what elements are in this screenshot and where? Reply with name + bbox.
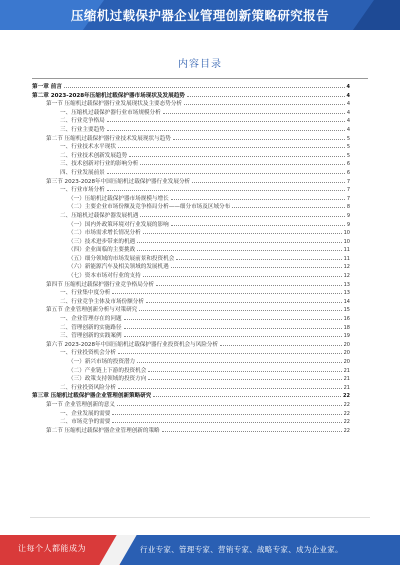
toc-entry-page: 7 [346,178,350,185]
toc-entry-label: 第二章 2023-2028年压缩机过载保护器市场现状及发展趋势 [32,92,185,99]
dot-leader [146,297,342,303]
toc-entry-label: 三、管理创新的实践案例 [60,333,122,340]
toc-entry-label: （三）技术进步带来的机遇 [68,238,136,245]
toc-entry[interactable] [32,348,350,357]
dot-leader [107,185,345,191]
toc-entry-label: （二）主要企业市场份额及竞争格局分析——细分市场及区域分布 [68,204,231,211]
toc-entry-page: 5 [346,152,350,159]
dot-leader [140,159,344,165]
dot-leader [173,134,345,140]
toc-entry-page: 18 [343,324,350,331]
toc-entry-label: 四、行业发展前景 [60,169,105,176]
toc-entry[interactable] [32,391,350,400]
toc-entry-page: 21 [343,367,350,374]
toc-entry-label: （五）细分领域的市场发展前景和投资机会 [68,255,175,262]
dot-leader [192,177,345,183]
dot-leader [220,340,342,346]
toc-entry[interactable] [32,374,350,383]
toc-entry-page: 4 [346,109,350,116]
toc-entry[interactable] [32,426,350,435]
toc-entry-page: 20 [343,350,350,357]
toc-entry-page: 4 [346,101,350,108]
toc-entry[interactable] [32,202,350,211]
toc-entry-page: 4 [346,126,350,133]
dot-leader [137,237,341,243]
toc-entry-page: 4 [346,118,350,125]
toc-entry-label: （一）国内外政策环境对行业发展的影响 [68,221,169,228]
toc-entry-label: 第五节 企业管理创新分析与对策研究 [46,307,138,314]
toc-entry-label: 一、行业市场分析 [60,187,105,194]
dot-leader [232,202,345,208]
toc-entry[interactable] [32,194,350,203]
dot-leader [118,383,342,389]
toc-entry-page: 13 [343,290,350,297]
toc-entry[interactable] [32,340,350,349]
toc-entry[interactable] [32,245,350,254]
dot-leader [176,254,341,260]
toc-entry[interactable] [32,400,350,409]
toc-entry-page: 11 [343,255,350,262]
toc-entry[interactable] [32,151,350,160]
toc-entry-label: （一）压缩机过载保护器市场规模与增长 [68,195,169,202]
toc-entry-label: 第一章 前言 [32,84,62,90]
toc-entry-label: 一、行业技术水平现状 [60,144,116,151]
toc-entry-page: 21 [343,384,350,391]
toc-entry-page: 22 [343,401,350,408]
toc-entry-label: 三、技术创新对行业的影响分析 [60,161,139,168]
dot-leader [129,151,345,157]
toc-entry[interactable] [32,220,350,229]
dot-leader [112,417,341,423]
toc-entry[interactable] [32,288,350,297]
dot-leader [118,348,342,354]
toc-entry-page: 5 [346,135,350,142]
dot-leader [137,357,341,363]
footer-banner [0,535,400,565]
toc-entry-label: 二、市场竞争的需要 [60,419,111,426]
toc-entry-page: 5 [346,144,350,151]
toc-entry-page: 22 [343,393,350,400]
dot-leader [117,400,342,406]
toc-entry[interactable] [32,366,350,375]
header-banner [0,0,400,30]
toc-entry-page: 6 [346,169,350,176]
toc-entry-label: 第二节 压缩机过载保护器行业技术发展现状与趋势 [46,135,171,142]
dot-leader [118,142,345,148]
toc-entry[interactable] [32,142,350,151]
toc-entry-page: 15 [343,307,350,314]
toc-entry-page: 11 [343,247,350,254]
toc-entry-page: 16 [343,316,350,323]
toc-entry-label: 一、行业集中度分析 [60,290,111,297]
toc-entry-page: 21 [343,376,350,383]
toc-entry[interactable] [32,228,350,237]
toc-entry-label: （六）新能源汽车及相关领域的发展机遇 [68,264,169,271]
dot-leader [124,314,342,320]
dot-leader [107,125,345,131]
toc-entry-label: 第一节 企业管理创新的意义 [46,401,115,408]
toc-entry-page: 19 [343,333,350,340]
toc-entry-label: 二、压缩机过载保护器发展机遇 [60,212,139,219]
toc-entry-page: 7 [346,187,350,194]
dot-leader [162,426,342,432]
toc-entry[interactable] [32,417,350,426]
toc-entry-label: （二）市场需求增长情况分析 [68,230,141,237]
document-title: 压缩机过载保护器企业管理创新策略研究报告 [70,8,329,23]
toc-entry[interactable] [32,211,350,220]
dot-leader [137,245,341,251]
toc-entry[interactable] [32,323,350,332]
toc-entry[interactable] [32,271,350,280]
toc-entry-page: 22 [343,419,350,426]
toc-entry-page: 20 [343,341,350,348]
toc-entry[interactable] [32,331,350,340]
toc-entry-label: （七）资本市场对行业的支持 [68,273,141,280]
dot-leader [139,305,341,311]
toc-entry-page: 22 [343,427,350,434]
dot-leader [112,288,341,294]
dot-leader [163,108,345,114]
divider [32,78,368,79]
toc-entry-page: 4 [346,92,350,99]
toc-entry-page: 13 [343,281,350,288]
toc-heading: 内容目录 [178,59,222,70]
toc-entry[interactable] [32,280,350,289]
toc-entry-label: （四）企业面临的主要挑战 [68,247,136,254]
toc-entry-label: 第一节 压缩机过载保护器行业发展现状及主要态势分析 [46,101,183,108]
toc-entry-label: 一、企业管理存在的问题 [60,316,122,323]
toc-entry-label: （二）产业链上下游的投资机会 [68,367,147,374]
dot-leader [171,262,342,268]
toc-entry-page: 6 [346,161,350,168]
dot-leader [107,116,345,122]
toc-entry[interactable] [32,177,350,186]
toc-entry-label: 二、行业技术创新发展趋势 [60,152,128,159]
toc-entry-page: 12 [343,273,350,280]
dot-leader [143,228,342,234]
toc-entry[interactable] [32,297,350,306]
toc-entry-page: 10 [343,238,350,245]
toc-entry-label: 第三章 压缩机过载保护器企业管理创新策略研究 [32,393,152,400]
toc-entry-page: 4 [346,84,350,90]
toc-entry-page: 12 [343,264,350,271]
toc-entry-page: 9 [346,212,350,219]
toc-entry-label: 二、行业竞争格局 [60,118,105,125]
toc-entry-label: 二、管理创新的实施路径 [60,324,122,331]
toc-entry[interactable] [32,108,350,117]
toc-entry-label: 第四节 压缩机过载保护器行业竞争格局分析 [46,281,155,288]
toc-entry-label: 二、行业竞争主体及市场份额分析 [60,298,144,305]
toc-entry-label: 第六节 2023-2028年中国压缩机过载保护器行业投资机会与风险分析 [46,341,219,348]
footer-slogan-right: 行业专家、管理专家、营销专家、战略专家、成为企业家。 [140,545,343,554]
dot-leader [143,271,342,277]
toc-entry[interactable] [32,185,350,194]
toc-entry[interactable] [32,82,350,91]
toc-entry[interactable] [32,91,350,100]
dot-leader [156,280,342,286]
toc-entry-page: 14 [343,298,350,305]
divider [30,517,370,518]
toc-entry[interactable] [32,314,350,323]
toc-entry-page: 22 [343,410,350,417]
toc-entry-label: 第二节 压缩机过载保护器企业管理创新的策略 [46,427,160,434]
toc-entry[interactable] [32,134,350,143]
toc-entry-page: 10 [343,230,350,237]
dot-leader [140,211,344,217]
toc-entry[interactable] [32,168,350,177]
toc-entry-page: 7 [346,195,350,202]
toc-entry-label: 一、行业投资机会分析 [60,350,116,357]
dot-leader [187,91,345,97]
footer-slogan-left: 让每个人都能成为 [18,544,86,553]
dot-leader [107,168,345,174]
dot-leader [124,331,342,337]
toc-entry-page: 8 [346,204,350,211]
dot-leader [148,366,341,372]
toc-entry[interactable] [32,159,350,168]
dot-leader [124,323,342,329]
toc-entry[interactable] [32,254,350,263]
toc-entry[interactable] [32,305,350,314]
dot-leader [153,391,341,397]
toc-entry[interactable] [32,116,350,125]
toc-entry-label: 第三节 2023-2028年中国压缩机过载保护器行业发展分析 [46,178,191,185]
dot-leader [184,99,345,105]
toc-entry[interactable] [32,409,350,418]
toc-entry[interactable] [32,383,350,392]
toc-entry[interactable] [32,262,350,271]
toc-entry[interactable] [32,357,350,366]
table-of-contents [32,82,350,434]
toc-entry[interactable] [32,99,350,108]
toc-entry-label: 二、行业投资风险分析 [60,384,116,391]
toc-entry-label: （三）政策支持领域的投资方向 [68,376,147,383]
dot-leader [64,82,345,88]
toc-entry-page: 20 [343,359,350,365]
toc-entry-label: 三、行业主要趋势 [60,126,105,133]
toc-entry[interactable] [32,125,350,134]
toc-entry-page: 9 [346,221,350,228]
dot-leader [148,374,341,380]
dot-leader [171,194,345,200]
dot-leader [112,409,341,415]
dot-leader [171,220,345,226]
toc-entry-label: 一、压缩机过载保护器行业市场规模分析 [60,109,161,116]
toc-entry-label: 一、企业发展的需要 [60,410,111,417]
toc-entry-label: （一）新兴市场的投资潜力 [68,359,136,365]
toc-entry[interactable] [32,237,350,246]
